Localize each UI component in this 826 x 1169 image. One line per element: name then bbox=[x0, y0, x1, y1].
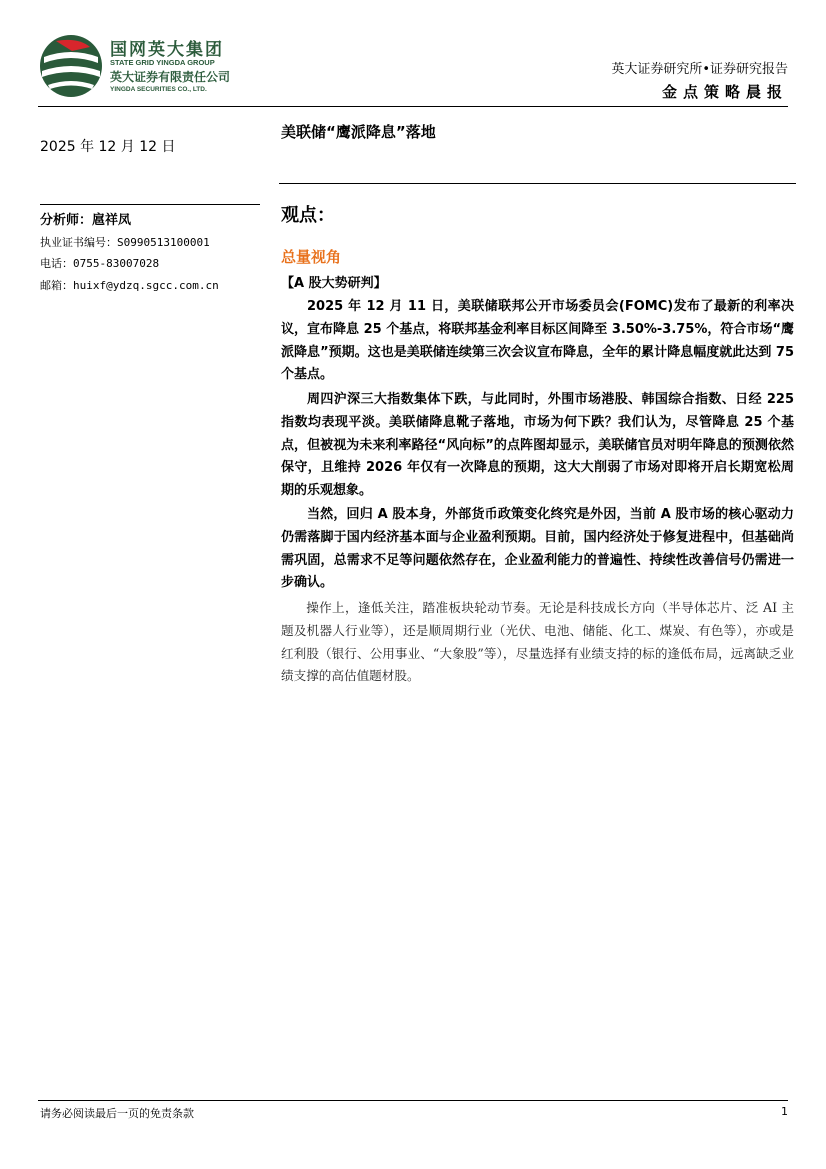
title-divider bbox=[279, 183, 796, 184]
email-address[interactable]: 邮箱：huixf@ydzq.sgcc.com.cn bbox=[40, 279, 219, 292]
logo-group-name-en: STATE GRID YINGDA GROUP bbox=[110, 58, 215, 67]
view-heading: 观点： bbox=[281, 205, 335, 226]
company-name: 英大证券有限责任公司 bbox=[110, 70, 231, 84]
report-type: 金点策略晨报 bbox=[661, 83, 788, 101]
sidebar-divider bbox=[40, 204, 260, 205]
paragraph-1: 2025 年 12 月 11 日，美联储联邦公开市场委员会(FOMC)发布了最新的利率决议，宣布降息 25 个基点，将联邦基金利率目标区间降至 3.50%-3.75%，符合市场“鹰派降息”预期。这也是美联储连续第三次会议宣布降息，全年的累计降息幅度就此达到 75 个基点。 bbox=[281, 299, 794, 383]
paragraph-3: 当然，回归 A 股本身，外部货币政策变化终究是外因，当前 A 股市场的核心驱动力仍需落脚于国内经济基本面与企业盈利预期。目前，国内经济处于修复进程中，但基础尚需巩固，总需求不足等问题依然存在，企业盈利能力的普遍性、持续性改善信号仍需进一步确认。 bbox=[281, 507, 794, 591]
section-heading: 总量视角 bbox=[281, 248, 342, 266]
footer-divider bbox=[38, 1100, 788, 1101]
analyst-name: 分析师：扈祥凤 bbox=[40, 213, 132, 228]
globe-logo-icon bbox=[38, 33, 104, 99]
phone-number: 电话：0755-83007028 bbox=[40, 257, 160, 270]
disclaimer-note: 请务必阅读最后一页的免责条款 bbox=[40, 1107, 194, 1120]
page-number: 1 bbox=[781, 1105, 788, 1118]
paragraph-4: 操作上，逢低关注，踏准板块轮动节奏。无论是科技成长方向（半导体芯片、泛 AI 主题及机器人行业等），还是顺周期行业（光伏、电池、储能、化工、煤炭、有色等），亦或是红利股（银行、公用事业、“大象股”等），尽量选择有业绩支持的标的逢低布局，远离缺乏业绩支撑的高估值题材股。 bbox=[281, 600, 794, 684]
logo-group-name: 国网英大集团 bbox=[110, 40, 224, 60]
institute-label: 英大证券研究所•证券研究报告 bbox=[611, 62, 788, 77]
header-divider bbox=[38, 106, 788, 107]
license-number: 执业证书编号：S0990513100001 bbox=[40, 236, 210, 249]
report-date: 2025 年 12 月 12 日 bbox=[40, 139, 176, 155]
paragraph-2: 周四沪深三大指数集体下跌，与此同时，外围市场港股、韩国综合指数、日经 225 指数均表现平淡。美联储降息靴子落地，市场为何下跌？我们认为，尽管降息 25 个基点，但被视为未来利率路径“风向标”的点阵图却显示，美联储官员对明年降息的预测依然保守，且维持 2026 年仅有一次降息的预期，这大大削弱了市场对即将开启长期宽松周期的乐观想象。 bbox=[281, 392, 794, 499]
company-name-en: YINGDA SECURITIES CO., LTD. bbox=[110, 86, 207, 93]
sub-heading: 【A 股大势研判】 bbox=[281, 276, 387, 291]
page-title: 美联储“鹰派降息”落地 bbox=[281, 123, 436, 141]
